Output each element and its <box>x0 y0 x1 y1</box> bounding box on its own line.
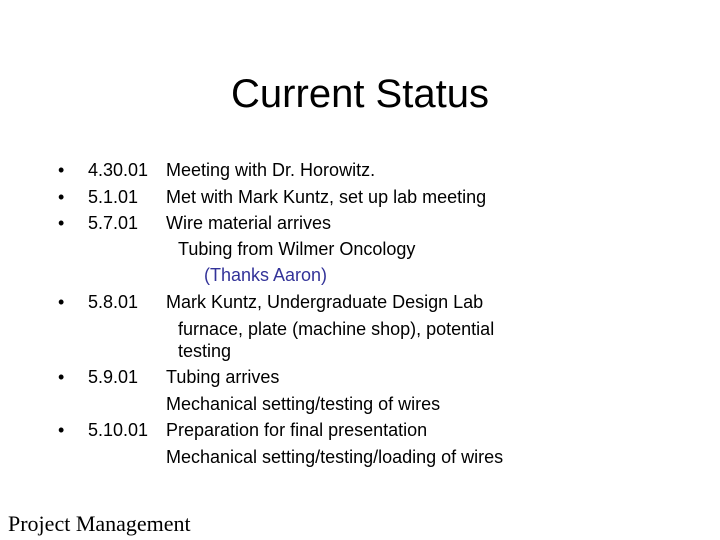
entry-description: Tubing arrives <box>166 367 280 387</box>
entry-description: Mark Kuntz, Undergraduate Design Lab <box>166 292 484 312</box>
entry-description-continuation: furnace, plate (machine shop), potential <box>178 319 495 339</box>
entry-date: 4.30.01 <box>88 160 149 180</box>
bullet-icon: • <box>58 160 65 180</box>
slide-title <box>0 70 720 118</box>
entry-description-continuation: Tubing from Wilmer Oncology <box>178 239 416 259</box>
entry-description-continuation: testing <box>178 341 232 361</box>
entry-description-note: (Thanks Aaron) <box>204 265 328 285</box>
entry-description: Preparation for final presentation <box>166 420 428 440</box>
bullet-icon: • <box>58 213 65 233</box>
entry-date: 5.8.01 <box>88 292 139 312</box>
bullet-icon: • <box>58 420 65 440</box>
entry-date: 5.1.01 <box>88 187 139 207</box>
entry-description: Met with Mark Kuntz, set up lab meeting <box>166 187 487 207</box>
entry-date: 5.10.01 <box>88 420 149 440</box>
entry-description-continuation: Mechanical setting/testing of wires <box>166 394 441 414</box>
entry-description: Wire material arrives <box>166 213 332 233</box>
footer-text: Project Management <box>8 511 191 536</box>
entry-date: 5.7.01 <box>88 213 139 233</box>
bullet-icon: • <box>58 367 65 387</box>
bullet-icon: • <box>58 292 65 312</box>
entry-date: 5.9.01 <box>88 367 139 387</box>
slide-title-text: Current Status <box>231 72 489 116</box>
entry-description-continuation: Mechanical setting/testing/loading of wires <box>166 447 504 467</box>
entry-description: Meeting with Dr. Horowitz. <box>166 160 376 180</box>
bullet-icon: • <box>58 187 65 207</box>
